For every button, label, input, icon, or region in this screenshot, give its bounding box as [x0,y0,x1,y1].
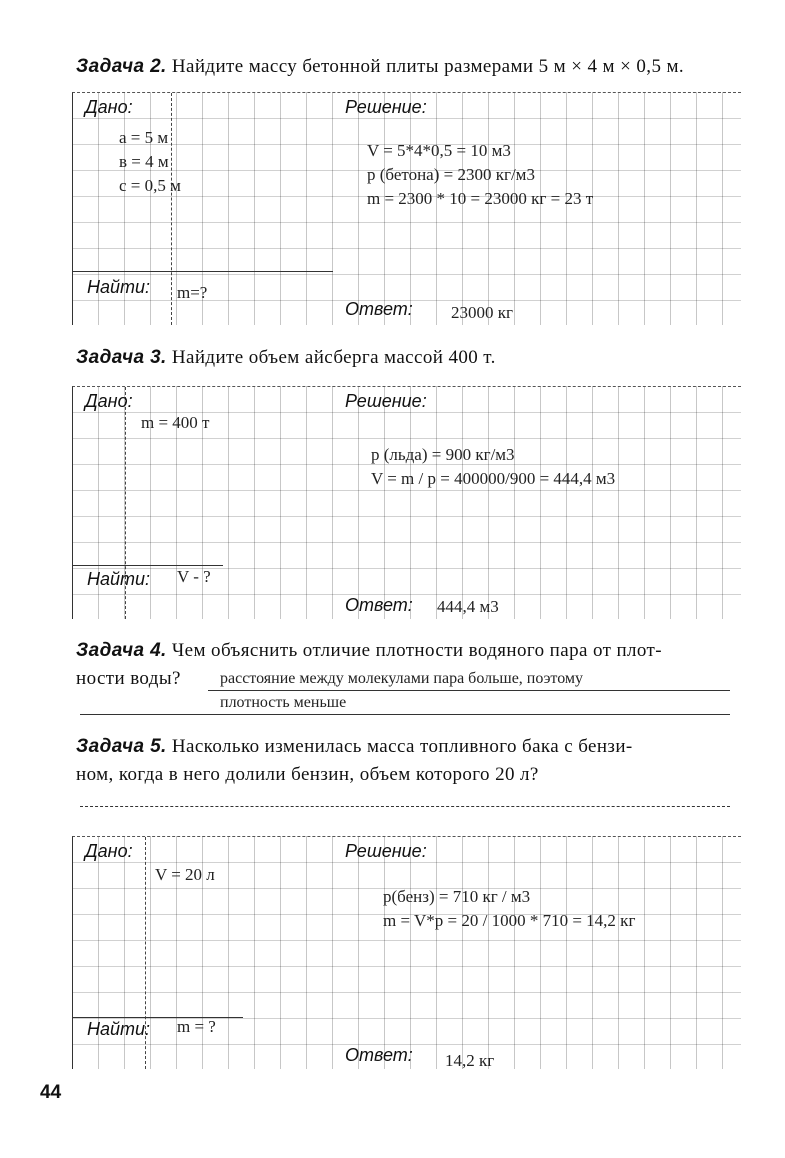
task3-text: Найдите объем айсберга массой 400 т. [171,347,496,368]
task5-blank-line [80,806,730,807]
page-number: 44 [40,1082,62,1103]
task3-given-m: m = 400 т [141,413,210,432]
find-divider [73,271,333,272]
task4-text-line1: Чем объяснить отличие плотности водяного пара от плот- [171,640,662,661]
task5-given-v: V = 20 л [155,865,215,884]
task4-answer-underline2 [80,714,730,715]
task4-answer-line1: расстояние между молекулами пара больше, поэтому [220,670,584,687]
task2-text: Найдите массу бетонной плиты размерами 5 м × 4 м × 0,5 м. [171,56,685,77]
task5-grid [72,836,741,1069]
task2-solution-line1: V = 5*4*0,5 = 10 м3 [367,141,511,160]
task3-find-value: V - ? [177,567,211,586]
task2-find-value: m=? [177,283,208,302]
task4-text-line2: ности воды? [76,668,181,689]
task5-find-value: m = ? [177,1017,216,1036]
task5-answer-label: Ответ: [345,1045,413,1065]
task2-solution-line3: m = 2300 * 10 = 23000 кг = 23 т [367,189,594,208]
task2-given-a: а = 5 м [119,128,169,147]
task2-given-label: Дано: [85,97,133,117]
task3-solution-line1: p (льда) = 900 кг/м3 [371,445,515,464]
task3-solution-line2: V = m / p = 400000/900 = 444,4 м3 [371,469,616,488]
find-divider [73,1017,243,1018]
task3-label: Задача 3. [76,347,167,368]
task2-solution-line2: p (бетона) = 2300 кг/м3 [367,165,535,184]
task3-find-label: Найти: [87,569,151,589]
task2-answer-value: 23000 кг [451,303,513,322]
task5-label: Задача 5. [76,736,167,757]
task3-solution-label: Решение: [345,391,427,411]
task4-label: Задача 4. [76,640,167,661]
task2-solution-label: Решение: [345,97,427,117]
find-divider [73,565,223,566]
task5-given-label: Дано: [85,841,133,861]
task3-answer-label: Ответ: [345,595,413,615]
task5-solution-line1: p(бенз) = 710 кг / м3 [383,887,531,906]
task2-grid [72,92,741,325]
task5-solution-label: Решение: [345,841,427,861]
task3-grid [72,386,741,619]
task4-answer-line2: плотность меньше [220,694,347,711]
task2-label: Задача 2. [76,56,167,77]
given-divider [171,93,172,325]
task3-heading [76,345,496,371]
task4-heading [76,638,748,664]
task2-given-b: в = 4 м [119,152,169,171]
task3-given-label: Дано: [85,391,133,411]
task5-solution-line2: m = V*p = 20 / 1000 * 710 = 14,2 кг [383,911,636,930]
task5-text-line1: Насколько изменилась масса топливного бака с бензи- [171,736,633,757]
task4-answer-underline1 [208,690,730,691]
task2-answer-label: Ответ: [345,299,413,319]
task3-answer-value: 444,4 м3 [437,597,499,616]
task2-heading [76,54,684,80]
task5-heading [76,734,748,760]
task5-find-label: Найти: [87,1019,151,1039]
task5-answer-value: 14,2 кг [445,1051,495,1070]
task2-find-label: Найти: [87,277,151,297]
task2-given-c: с = 0,5 м [119,176,181,195]
task5-text-line2: ном, когда в него долили бензин, объем которого 20 л? [76,764,539,785]
